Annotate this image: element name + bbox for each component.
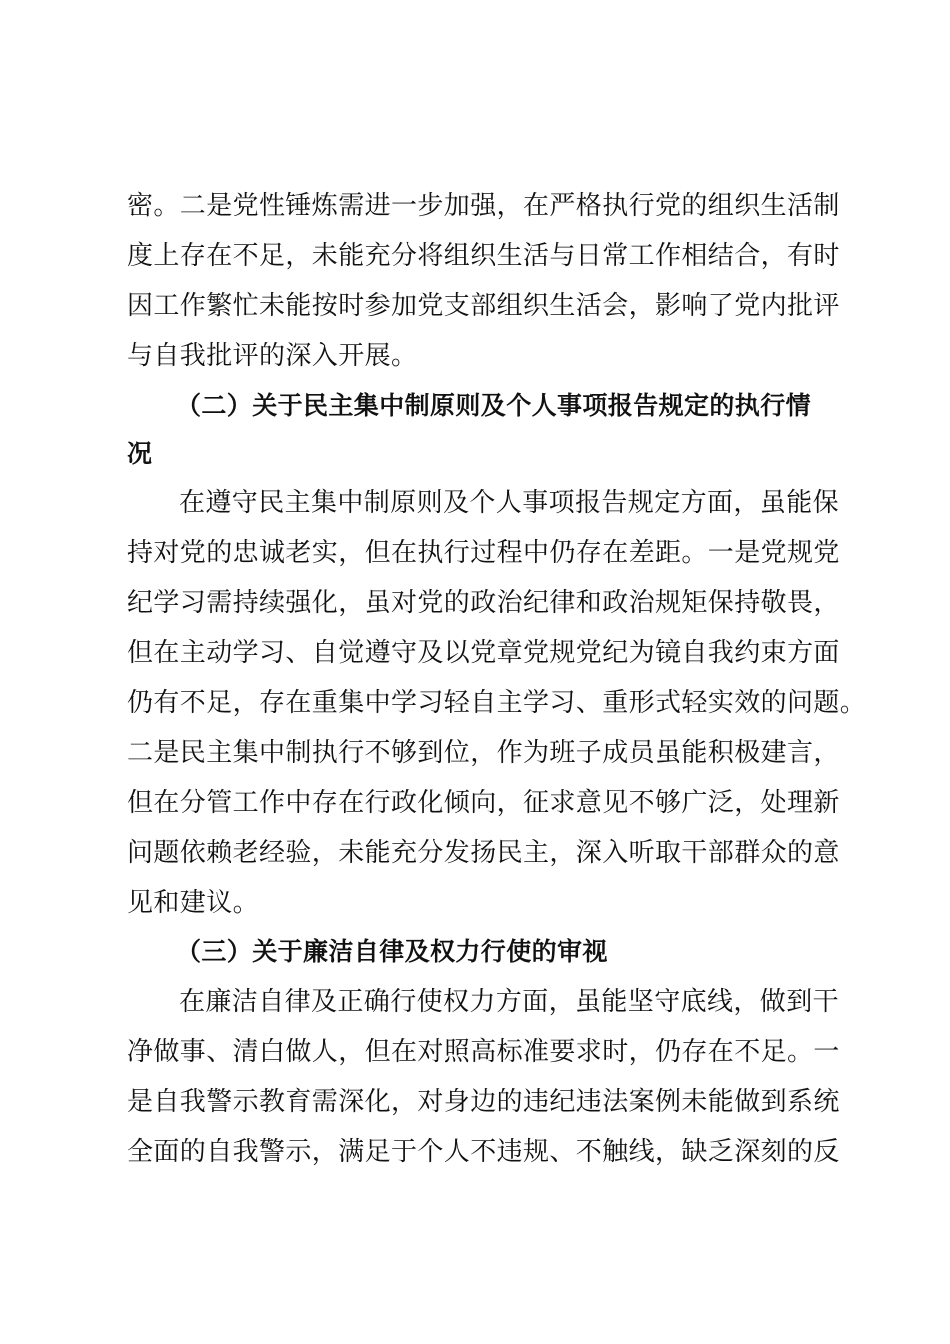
text-line: 因工作繁忙未能按时参加党支部组织生活会，影响了党内批评 <box>127 291 840 321</box>
text-line: 全面的自我警示，满足于个人不违规、不触线，缺乏深刻的反 <box>127 1137 840 1167</box>
text-line: 纪学习需持续强化，虽对党的政治纪律和政治规矩保持敬畏， <box>127 588 840 618</box>
text-line: 二是民主集中制执行不够到位，作为班子成员虽能积极建言， <box>127 738 840 768</box>
text-line: 见和建议。 <box>127 888 260 918</box>
text-line: 净做事、清白做人，但在对照高标准要求时，仍存在不足。一 <box>127 1037 840 1067</box>
text-line: 与自我批评的深入开展。 <box>127 341 418 371</box>
text-line: 问题依赖老经验，未能充分发扬民主，深入听取干部群众的意 <box>127 838 840 868</box>
section-heading-3: （三）关于廉洁自律及权力行使的审视 <box>176 937 608 966</box>
section-heading-2-continued: 况 <box>127 439 153 468</box>
text-line: 但在分管工作中存在行政化倾向，征求意见不够广泛，处理新 <box>127 788 840 818</box>
text-line: 密。二是党性锤炼需进一步加强，在严格执行党的组织生活制 <box>127 191 840 221</box>
section-heading-2: （二）关于民主集中制原则及个人事项报告规定的执行情 <box>176 391 812 420</box>
text-line: 度上存在不足，未能充分将组织生活与日常工作相结合，有时 <box>127 241 840 271</box>
paragraph-first-line: 在遵守民主集中制原则及个人事项报告规定方面，虽能保 <box>179 488 840 518</box>
paragraph-first-line: 在廉洁自律及正确行使权力方面，虽能坚守底线，做到干 <box>179 987 840 1017</box>
text-line: 但在主动学习、自觉遵守及以党章党规党纪为镜自我约束方面 <box>127 638 840 668</box>
text-line: 是自我警示教育需深化，对身边的违纪违法案例未能做到系统 <box>127 1087 840 1117</box>
text-line: 仍有不足，存在重集中学习轻自主学习、重形式轻实效的问题。 <box>127 688 867 718</box>
text-line: 持对党的忠诚老实，但在执行过程中仍存在差距。一是党规党 <box>127 538 840 568</box>
